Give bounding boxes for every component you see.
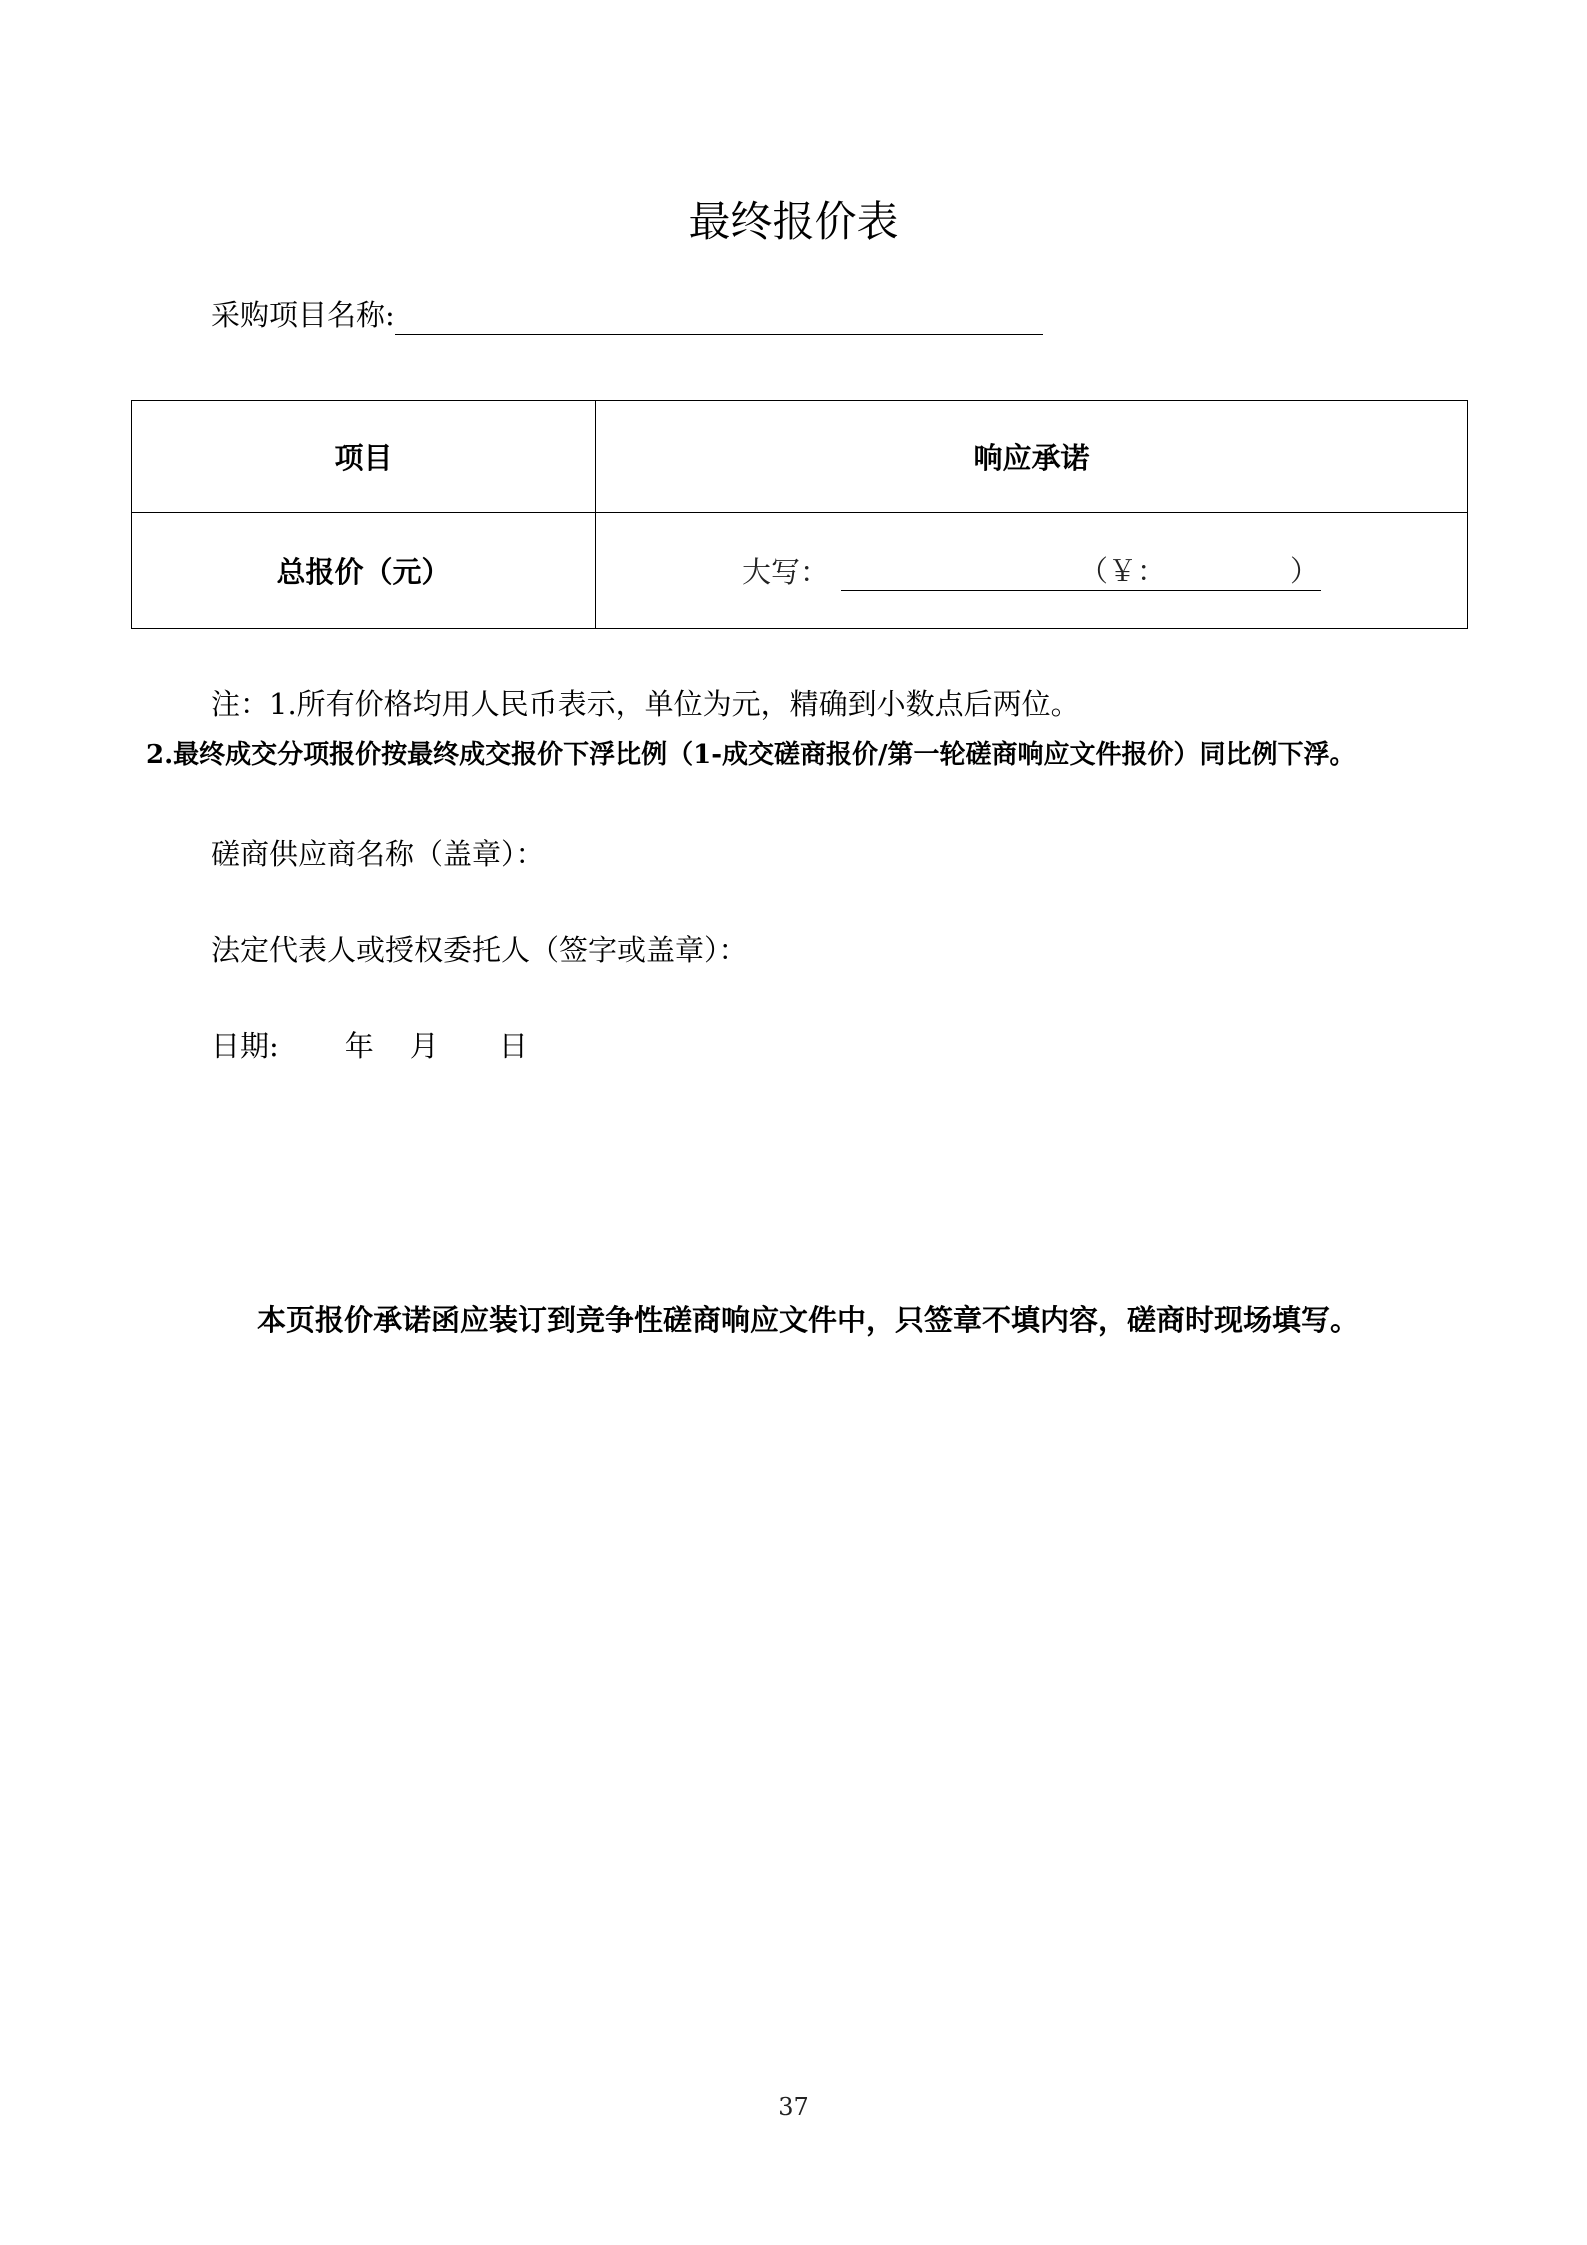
note-1: 注：1.所有价格均用人民币表示，单位为元，精确到小数点后两位。 bbox=[211, 687, 1080, 721]
page-number: 37 bbox=[778, 2093, 809, 2121]
date-month: 月 bbox=[409, 1029, 439, 1063]
total-price-label: 总报价（元） bbox=[132, 513, 596, 629]
date-day: 日 bbox=[498, 1029, 528, 1063]
date-line bbox=[211, 1026, 528, 1066]
date-label: 日期: bbox=[211, 1029, 279, 1063]
close-paren: ） bbox=[1289, 554, 1319, 588]
page-title: 最终报价表 bbox=[688, 197, 899, 246]
table-header-row bbox=[132, 401, 1468, 513]
supplier-name-label: 磋商供应商名称（盖章）： bbox=[211, 837, 545, 871]
capital-label: 大写： bbox=[741, 555, 829, 589]
bottom-note: 本页报价承诺函应装订到竞争性磋商响应文件中，只签章不填内容，磋商时现场填写。 bbox=[257, 1303, 1360, 1337]
date-year: 年 bbox=[344, 1029, 374, 1063]
capital-amount bbox=[742, 550, 1321, 591]
project-name-line bbox=[211, 295, 1043, 335]
header-response: 响应承诺 bbox=[596, 401, 1468, 513]
total-price-cell bbox=[596, 513, 1468, 629]
quote-table bbox=[131, 400, 1468, 629]
project-name-blank bbox=[395, 304, 1043, 335]
table-row bbox=[132, 513, 1468, 629]
project-name-label: 采购项目名称: bbox=[211, 298, 395, 332]
capital-amount-blank bbox=[841, 556, 1321, 591]
yen-label: （￥： bbox=[1079, 554, 1167, 588]
representative-label: 法定代表人或授权委托人（签字或盖章）： bbox=[211, 933, 748, 967]
note-2: 2.最终成交分项报价按最终成交报价下浮比例（1-成交磋商报价/第一轮磋商响应文件报价）同比例下浮。 bbox=[146, 740, 1356, 770]
header-item: 项目 bbox=[132, 401, 596, 513]
